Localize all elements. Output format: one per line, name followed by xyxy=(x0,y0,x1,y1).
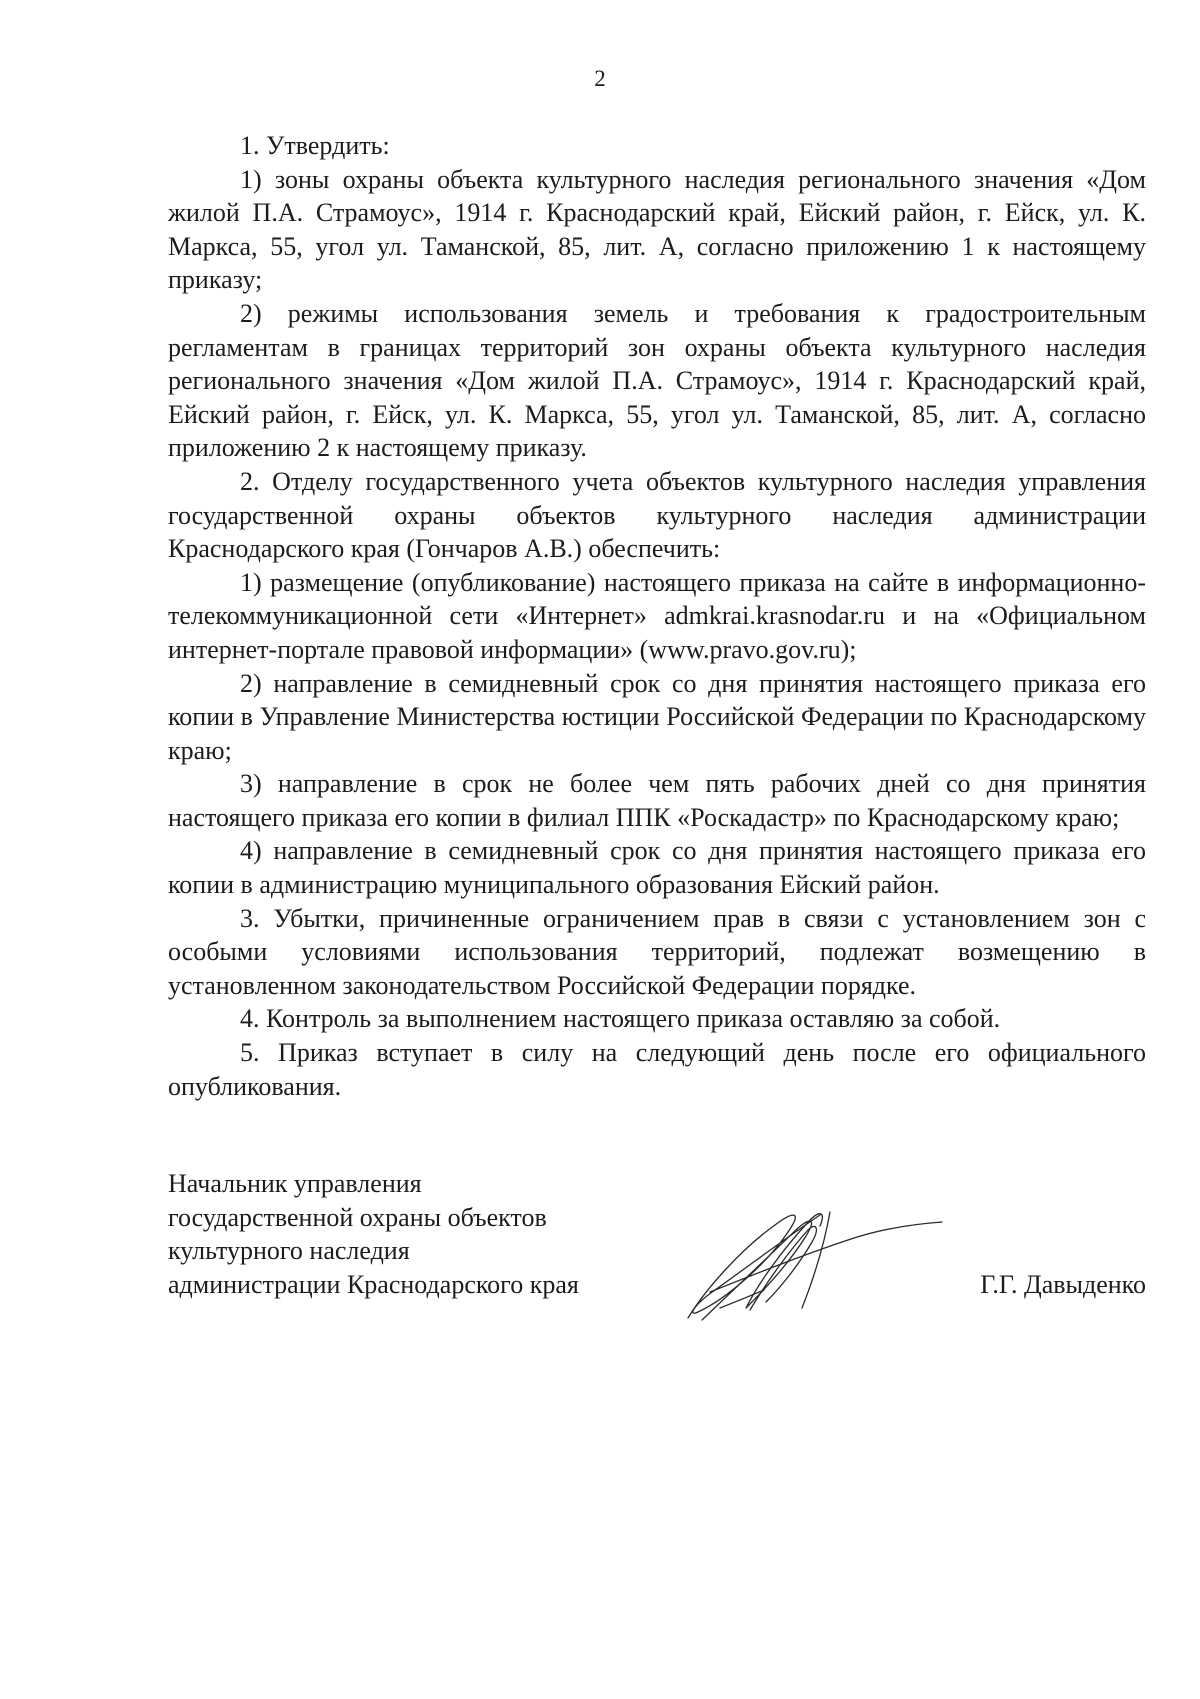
paragraph-municipal-administration: 4) направление в семидневный срок со дня принятия настоящего приказа его копии в администрацию муниципального образования Ейский район. xyxy=(168,836,1146,900)
paragraph-land-use-regimes: 2) режимы использования земель и требования к градостроительным регламентам в границах территорий зон охраны объекта культурного наследия регионального значения «Дом жилой П.А. Страмоус», 1914 г. Краснодарский край, Ейский район, г. Ейск, ул. К. Маркса, 55, угол ул. Таманской, 85, лит. А, согласно приложению 2 к настоящему приказу. xyxy=(168,298,1146,463)
paragraph-ministry-of-justice: 2) направление в семидневный срок со дня принятия настоящего приказа его копии в Управление Министерства юстиции Российской Федерации по Краснодарскому краю; xyxy=(168,668,1146,765)
paragraph-department-ensure: 2. Отделу государственного учета объектов культурного наследия управления государственной охраны объектов культурного наследия администрации Краснодарского края (Гончаров А.В.) обеспечить: xyxy=(168,466,1146,564)
paragraph-publication: 1) размещение (опубликование) настоящего приказа на сайте в информационно-телекоммуникационной сети «Интернет» admkrai.krasnodar.ru и на «Официальном интернет-портале правовой информации» (www.pravo.gov.ru); xyxy=(168,567,1146,664)
signatory-position xyxy=(168,1167,579,1301)
paragraph-losses: 3. Убытки, причиненные ограничением прав в связи с установлением зон с особыми условиями использования территорий, подлежат возмещению в установленном законодательством Российской Федерации порядке. xyxy=(168,903,1146,1000)
paragraph-protection-zones: 1) зоны охраны объекта культурного наследия регионального значения «Дом жилой П.А. Страмоус», 1914 г. Краснодарский край, Ейский район, г. Ейск, ул. К. Маркса, 55, угол ул. Таманской, 85, лит. А, согласно приложению 1 к настоящему приказу; xyxy=(168,164,1146,295)
position-line: культурного наследия xyxy=(168,1236,410,1266)
position-line: администрации Краснодарского края xyxy=(168,1269,579,1299)
position-line: государственной охраны объектов xyxy=(168,1202,547,1232)
order-body xyxy=(168,129,1146,1103)
handwritten-signature xyxy=(680,1180,950,1330)
page-number: 2 xyxy=(594,66,606,91)
paragraph-entry-into-force: 5. Приказ вступает в силу на следующий день после его официального опубликования. xyxy=(168,1038,1146,1101)
paragraph-control: 4. Контроль за выполнением настоящего приказа оставляю за собой. xyxy=(240,1004,1001,1034)
position-line: Начальник управления xyxy=(168,1169,422,1198)
paragraph-roskadastr: 3) направление в срок не более чем пять рабочих дней со дня принятия настоящего приказа его копии в филиал ППК «Роскадастр» по Краснодарскому краю; xyxy=(168,769,1146,832)
paragraph-approve: 1. Утвердить: xyxy=(240,131,390,160)
signer-name: Г.Г. Давыденко xyxy=(980,1270,1146,1299)
